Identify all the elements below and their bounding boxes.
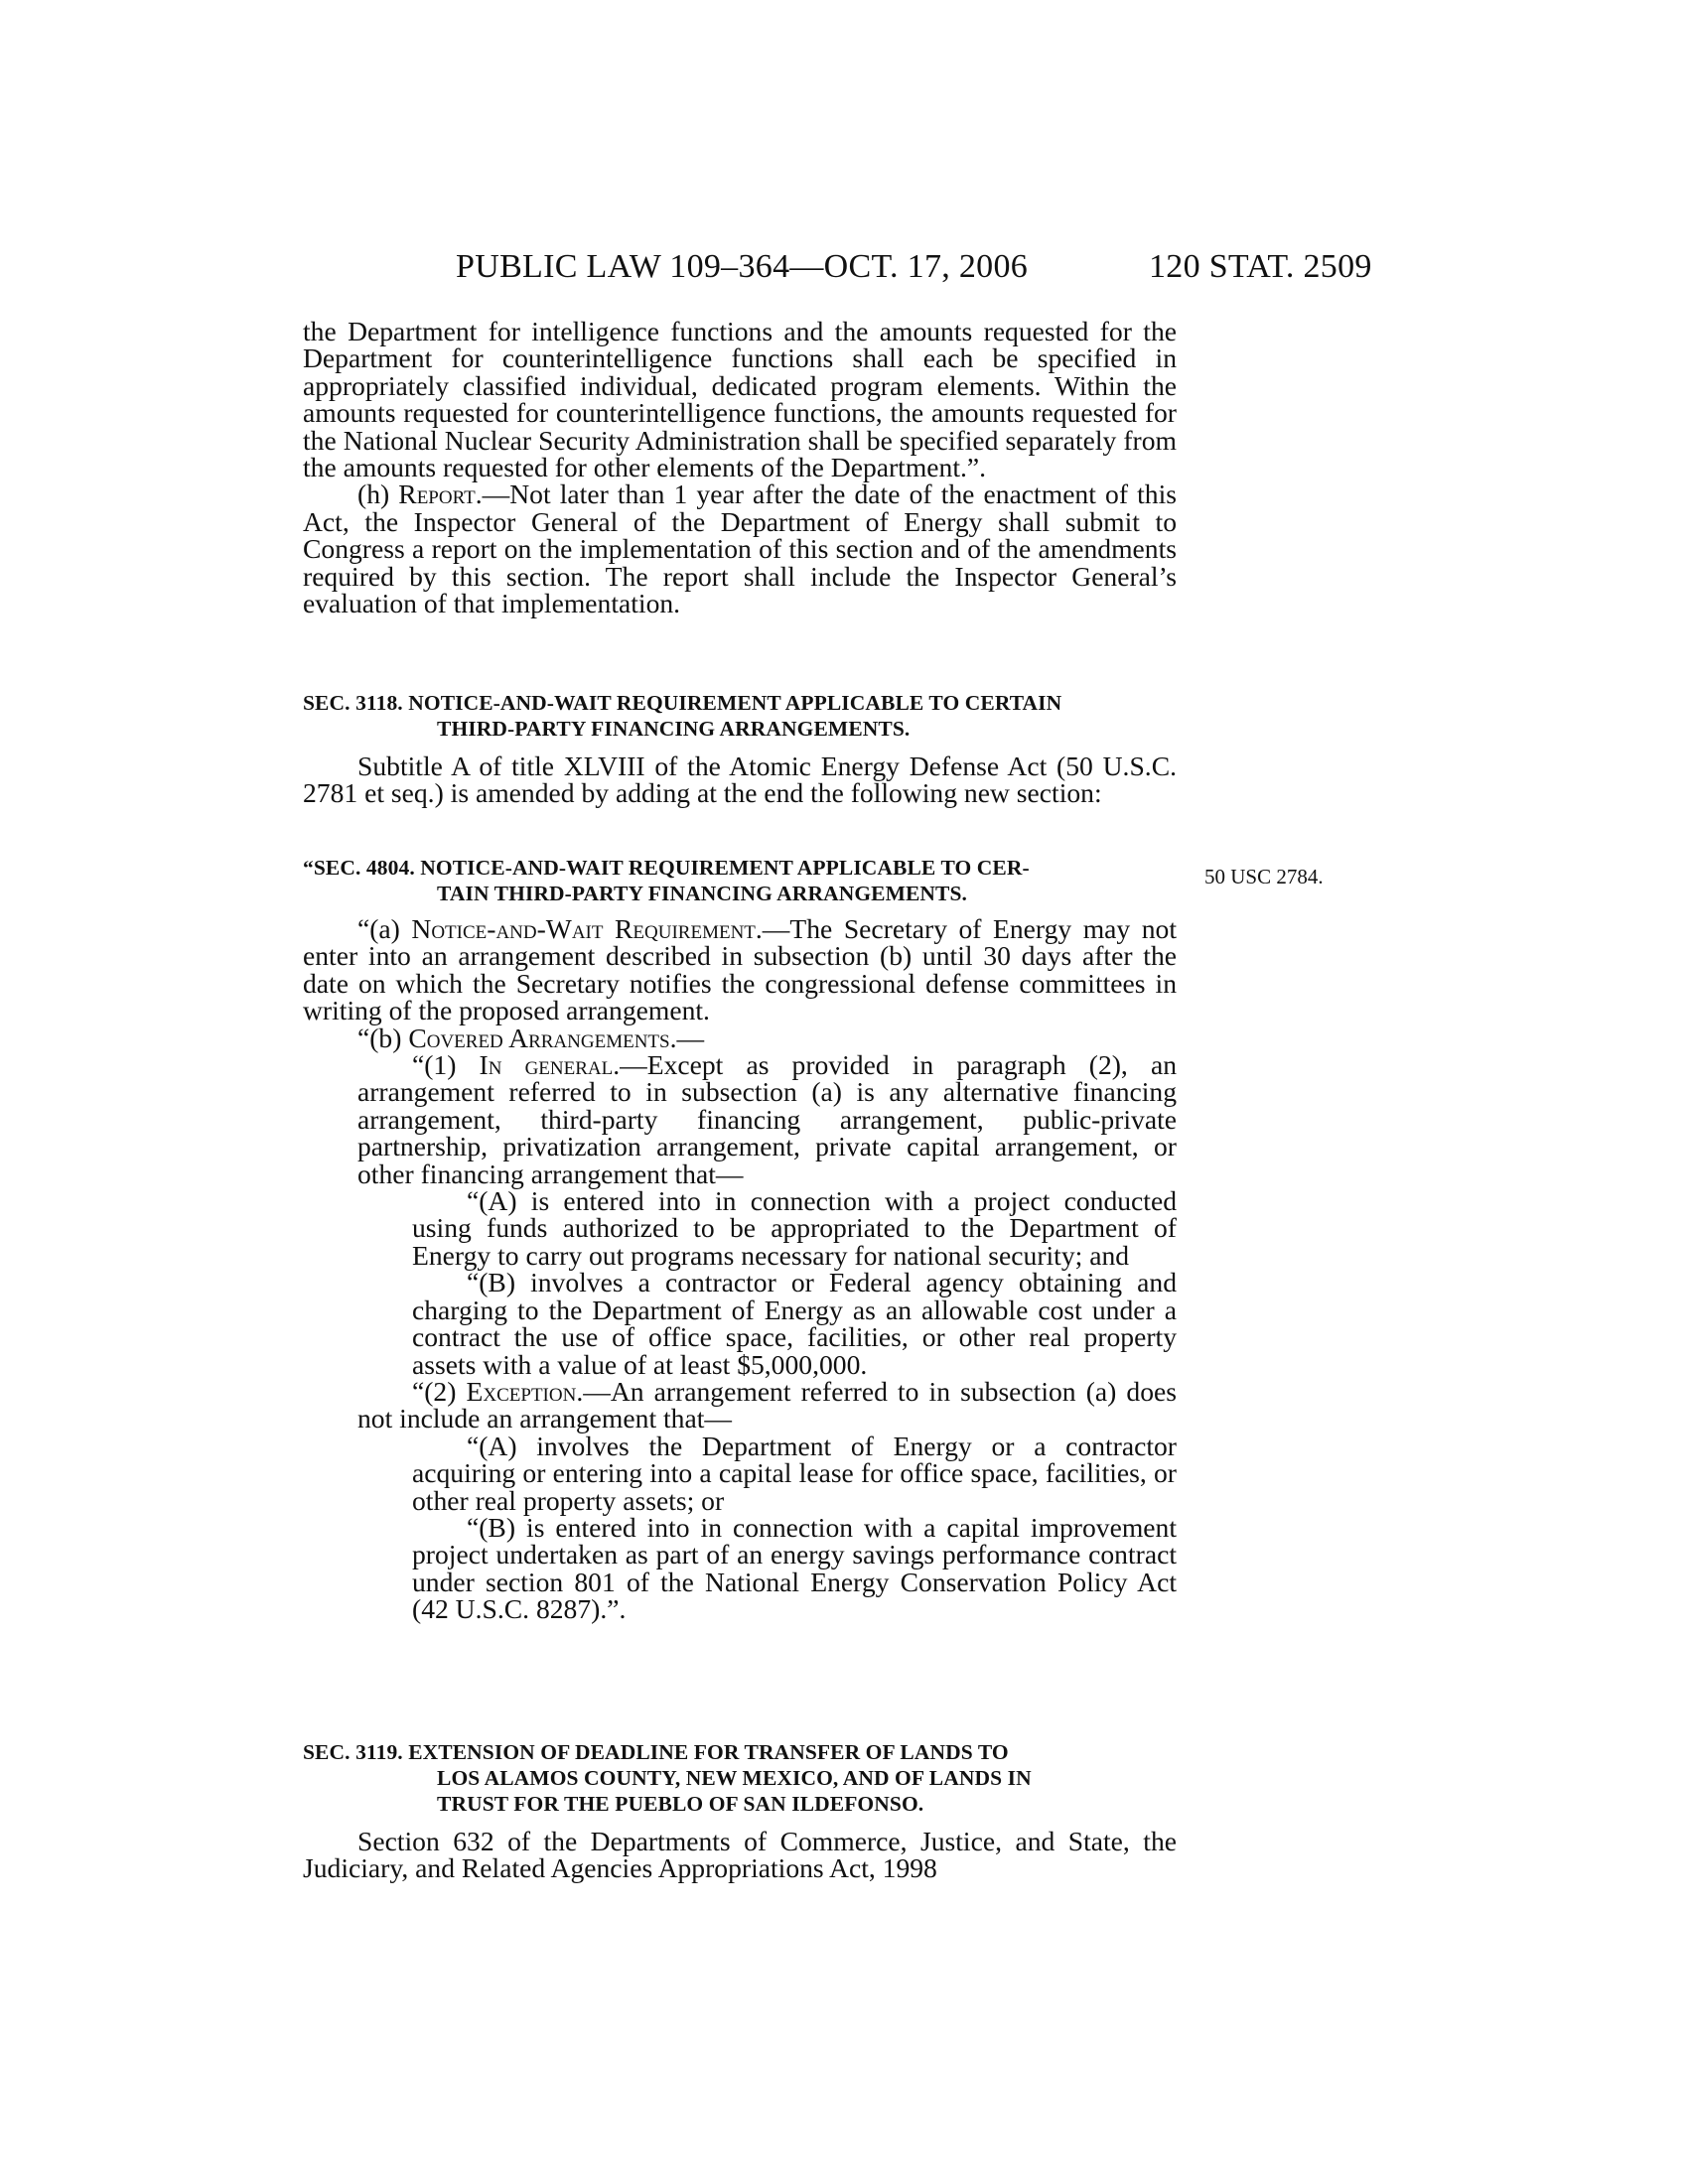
subsection-h <box>303 478 1177 619</box>
section-3118-heading-line2: THIRD-PARTY FINANCING ARRANGEMENTS. <box>437 717 911 741</box>
subsection-a <box>303 915 1177 1024</box>
continuation-paragraph: the Department for intelligence functions and the amounts requested for the Department for counterintelligence functions shall each be specified in appropriately classified individual, dedicated program elements. Within the amounts requested for counterintelligence functions, the amounts requested for the National Nuclear Security Administration shall be specified separately from the amounts requested for other elements of the Department.”. <box>303 316 1177 483</box>
paragraph-b1-caption: In general <box>479 1049 614 1081</box>
body-block-1 <box>303 316 1177 619</box>
section-3118-heading <box>303 690 1177 742</box>
subparagraph-b1-B: “(B) involves a contractor or Federal agency obtaining and charging to the Department of Energy as an allowable cost under a contract the use of office space, facilities, or other real property assets with a value of at least $5,000,000. <box>412 1267 1177 1380</box>
subsection-a-text: .—The Secretary of Energy may not enter into an arrangement described in subsection (b) until 30 days after the date on which the Secretary notifies the congressional defense committees in writing of the proposed arrangement. <box>303 913 1177 1026</box>
paragraph-b2-caption: Exception <box>466 1375 577 1407</box>
subsection-h-text: .—Not later than 1 year after the date of the enactment of this Act, the Inspector General of the Department of Energy shall submit to Congress a report on the implementation of this section and of the amendments required by this section. The report shall include the Inspector General’s evaluation of that implementation. <box>303 478 1177 619</box>
paragraph-b1-text: .—Except as provided in paragraph (2), an arrangement referred to in subsection (a) is any alternative financing arrangement, third-party financing arrangement, public-private partnership, privatization arrangement, private capital arrangement, or other financing arrangement that— <box>357 1049 1177 1189</box>
subsection-h-label: (h) <box>357 478 399 510</box>
paragraph-b1-label: “(1) <box>412 1049 480 1081</box>
subsection-a-caption: Notice-and-Wait Requirement <box>411 913 756 944</box>
section-3119-heading-line3: TRUST FOR THE PUEBLO OF SAN ILDEFONSO. <box>437 1792 924 1816</box>
section-3119-heading-line2: LOS ALAMOS COUNTY, NEW MEXICO, AND OF LANDS IN <box>437 1766 1032 1790</box>
section-4804-heading <box>303 855 1177 906</box>
subparagraph-b2-B: “(B) is entered into in connection with a capital improvement project undertaken as part of an energy savings performance contract under section 801 of the National Energy Conservation Policy Act (42 U.S.C. 8287).”. <box>412 1511 1177 1625</box>
subparagraph-b2-A: “(A) involves the Department of Energy or a contractor acquiring or entering into a capital lease for office space, facilities, or other real property assets; or <box>412 1430 1177 1516</box>
paragraph-b1 <box>303 1051 1177 1187</box>
running-header-stat-page: 120 STAT. 2509 <box>1149 248 1372 285</box>
subsection-b <box>303 1024 1177 1051</box>
amendment-intro-paragraph: Subtitle A of title XLVIII of the Atomic Energy Defense Act (50 U.S.C. 2781 et seq.) is amended by adding at the end the following new section: <box>303 751 1177 809</box>
paragraph-b2-label: “(2) <box>412 1375 467 1407</box>
section-3119-heading-line1: SEC. 3119. EXTENSION OF DEADLINE FOR TRANSFER OF LANDS TO <box>303 1740 1009 1764</box>
section-4804-heading-line2: TAIN THIRD-PARTY FINANCING ARRANGEMENTS. <box>437 882 968 905</box>
running-header-title: PUBLIC LAW 109–364—OCT. 17, 2006 <box>456 248 1029 285</box>
subsection-a-label: “(a) <box>357 913 412 944</box>
body-block-4 <box>303 1828 1177 1882</box>
subsection-h-caption: Report <box>398 478 476 510</box>
body-block-3 <box>303 915 1177 1623</box>
section-3119-heading <box>303 1739 1177 1817</box>
section-3118-heading-line1: SEC. 3118. NOTICE-AND-WAIT REQUIREMENT APPLICABLE TO CERTAIN <box>303 691 1062 715</box>
section-3119-text: Section 632 of the Departments of Commerce, Justice, and State, the Judiciary, and Related Agencies Appropriations Act, 1998 <box>303 1826 1177 1884</box>
subsection-b-label: “(b) <box>357 1022 409 1053</box>
subparagraph-b1-A: “(A) is entered into in connection with a project conducted using funds authorized to be appropriated to the Department of Energy to carry out programs necessary for national security; and <box>412 1185 1177 1271</box>
section-4804-heading-line1: “SEC. 4804. NOTICE-AND-WAIT REQUIREMENT APPLICABLE TO CER- <box>303 856 1030 880</box>
subsection-b-caption: Covered Arrangements <box>408 1022 670 1053</box>
body-block-2 <box>303 752 1177 807</box>
paragraph-b2 <box>303 1375 1177 1434</box>
paragraph-b2-text: .—An arrangement referred to in subsection (a) does not include an arrangement that— <box>357 1375 1177 1434</box>
subsection-b-text: .— <box>669 1022 705 1053</box>
margin-citation: 50 USC 2784. <box>1204 865 1324 888</box>
